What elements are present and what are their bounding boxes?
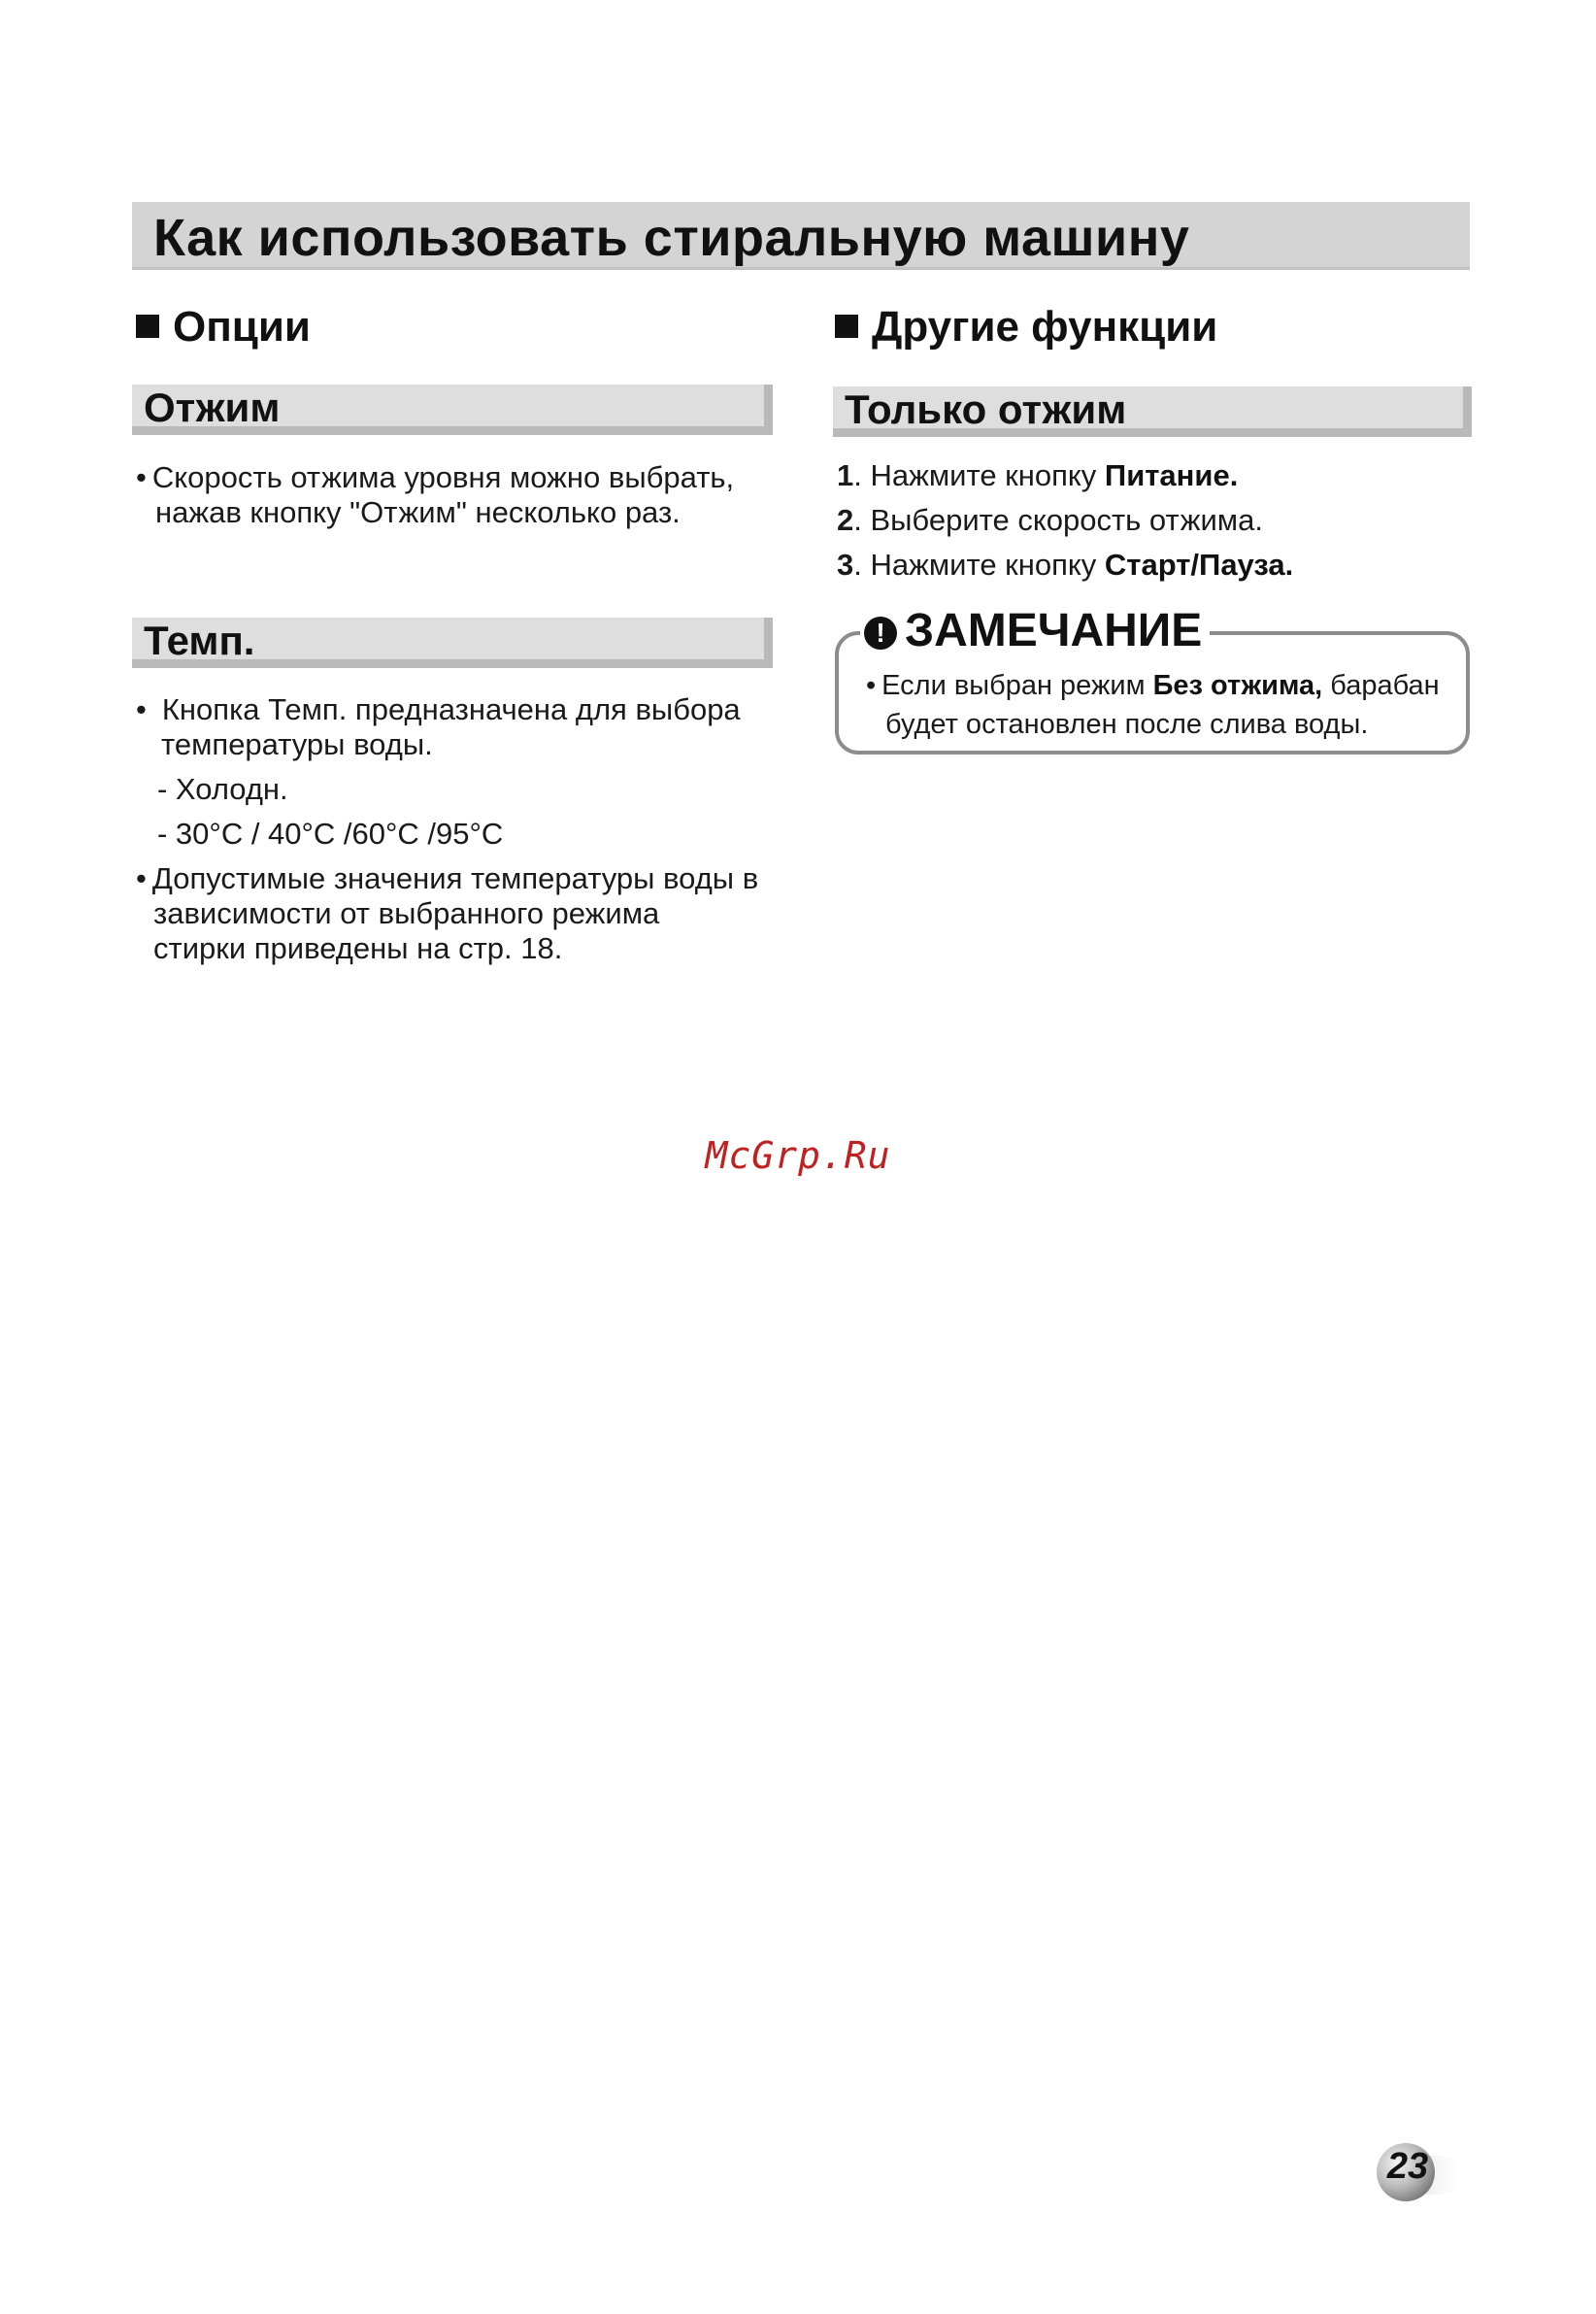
spin-description: • Скорость отжима уровня можно выбрать, нажав кнопку "Отжим" несколько раз. [136, 460, 735, 529]
temp-subheading-bar [132, 618, 773, 668]
bullet-icon: • [136, 692, 147, 726]
step-1: 1. Нажмите кнопку Питание. [837, 458, 1239, 492]
spin-only-subheading-bar [833, 386, 1472, 437]
exclamation-icon: ! [864, 617, 897, 650]
bullet-icon: • [136, 861, 147, 895]
page-title: Как использовать стиральную машину [153, 209, 1190, 267]
spin-only-steps [837, 458, 1293, 592]
note-text: • Если выбран режим Без отжима, барабан будет остановлен после слива воды. [866, 670, 1440, 740]
spin-subheading-bar [132, 385, 773, 435]
temp-option-cold: - Холодн. [157, 772, 288, 806]
square-bullet-icon [835, 315, 858, 338]
temp-option-values: - 30°C / 40°C /60°C /95°C [157, 817, 504, 851]
temp-description: • Кнопка Темп. предназначена для выбора температуры воды. - Холодн. - 30°C / 40°C /60°C /95°C • Допустимые значения температуры воды в зависимости от выбранного режима стирки приведены на стр. 18. [136, 692, 759, 965]
temp-subheading: Темп. [144, 618, 255, 663]
square-bullet-icon [136, 315, 159, 338]
page-number: 23 [1386, 2146, 1429, 2187]
bullet-icon: • [866, 670, 877, 701]
bullet-icon: • [136, 460, 147, 494]
page-title-bar [132, 202, 1470, 270]
watermark: McGrp.Ru [705, 1134, 891, 1177]
other-functions-heading: Другие функции [835, 303, 1217, 352]
note-title: ! ЗАМЕЧАНИЕ [860, 602, 1210, 660]
spin-only-subheading: Только отжим [845, 386, 1127, 432]
step-3: 3. Нажмите кнопку Старт/Пауза. [837, 548, 1294, 582]
step-2: 2. Выберите скорость отжима. [837, 503, 1263, 537]
options-heading: Опции [136, 303, 311, 352]
spin-subheading: Отжим [144, 385, 281, 430]
